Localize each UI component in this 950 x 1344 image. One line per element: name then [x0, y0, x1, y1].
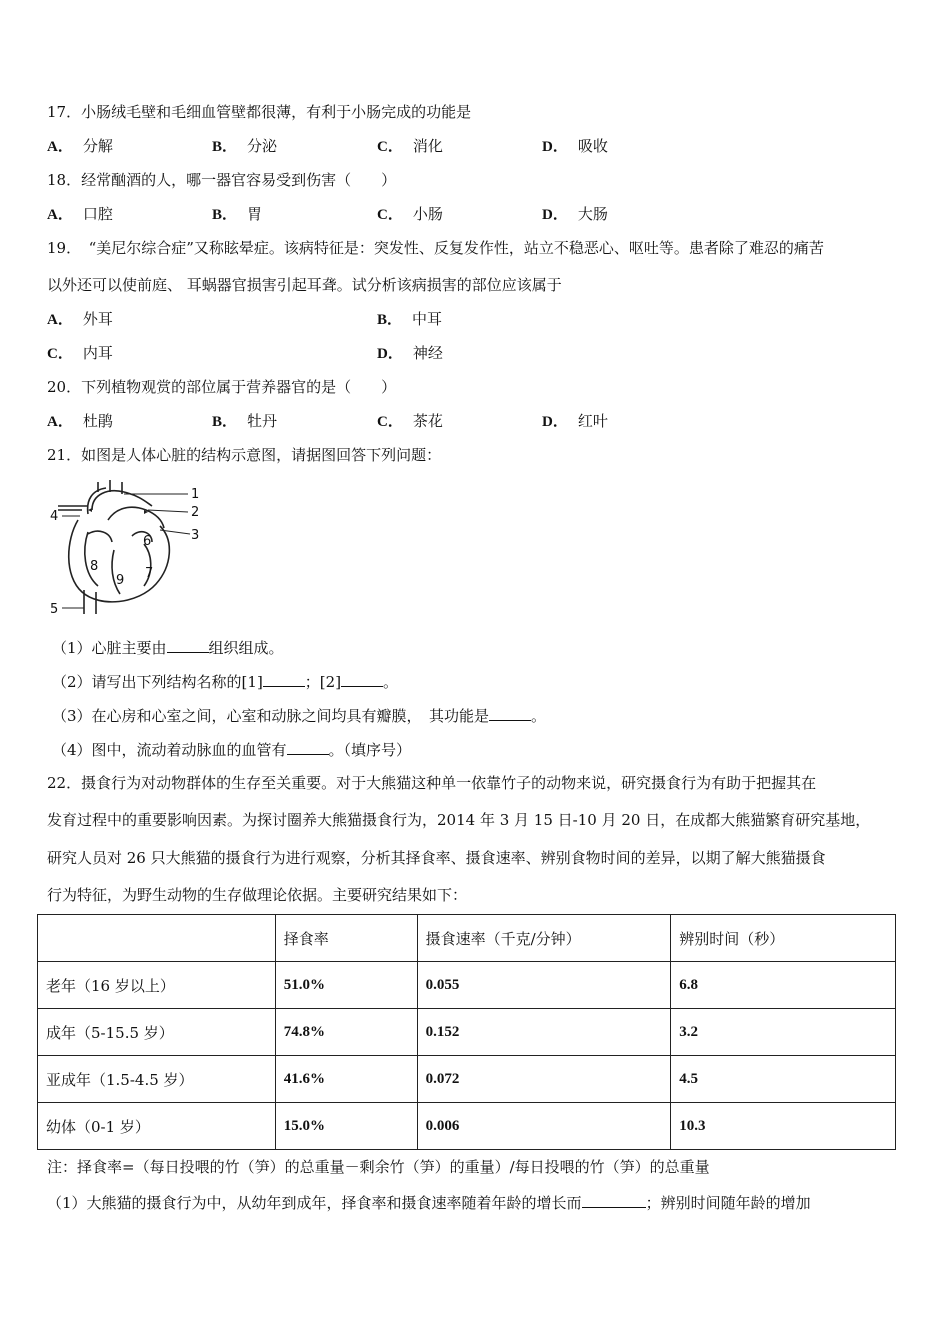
table-cell: 15.0% [275, 1103, 417, 1150]
q19-option-a[interactable]: A． 外耳 [47, 310, 113, 328]
table-cell: 老年（16 岁以上） [38, 962, 276, 1009]
answer-blank[interactable] [287, 739, 329, 755]
q22-line2: 发育过程中的重要影响因素。为探讨圈养大熊猫摄食行为，2014 年 3 月 15 日-10 月 20 日，在成都大熊猫繁育研究基地， [47, 811, 871, 829]
table-cell: 74.8% [275, 1009, 417, 1056]
table-row [38, 962, 896, 1009]
answer-blank[interactable] [489, 705, 531, 721]
q17-option-a[interactable]: A． 分解 [47, 137, 113, 155]
heart-label-1: 1 [191, 487, 200, 502]
q20-option-d[interactable]: D． 红叶 [542, 412, 608, 430]
answer-blank[interactable] [341, 671, 383, 687]
heart-label-9: 9 [116, 573, 125, 588]
table-cell: 亚成年（1.5-4.5 岁） [38, 1056, 276, 1103]
q17-option-c[interactable]: C． 消化 [377, 137, 443, 155]
answer-blank[interactable] [263, 671, 305, 687]
q17-stem: 17．小肠绒毛壁和毛细血管壁都很薄，有利于小肠完成的功能是 [47, 103, 472, 121]
q20-option-a[interactable]: A． 杜鹃 [47, 412, 113, 430]
heart-diagram [48, 480, 208, 616]
table-cell: 0.006 [417, 1103, 671, 1150]
table-cell: 51.0% [275, 962, 417, 1009]
q19-stem-line1: 19． “美尼尔综合症”又称眩晕症。该病特征是：突发性、反复发作性，站立不稳恶心、呕吐等。患者除了难忍的痛苦 [47, 239, 824, 257]
q22-sub1: （1）大熊猫的摄食行为中，从幼年到成年，择食率和摄食速率随着年龄的增长而 ；辨别时间随年龄的增加 [47, 1194, 811, 1212]
table-header-cell [38, 915, 276, 962]
table-row [38, 1056, 896, 1103]
q19-option-c[interactable]: C． 内耳 [47, 344, 113, 362]
q21-stem: 21．如图是人体心脏的结构示意图，请据图回答下列问题： [47, 446, 442, 464]
q22-line4: 行为特征，为野生动物的生存做理论依据。主要研究结果如下： [47, 886, 468, 904]
q17-option-b[interactable]: B． 分泌 [212, 137, 278, 155]
table-row [38, 1103, 896, 1150]
heart-label-3: 3 [191, 528, 200, 543]
table-header-cell: 辨别时间（秒） [671, 915, 896, 962]
q18-stem: 18．经常酗酒的人，哪一器官容易受到伤害（ ） [47, 171, 397, 189]
q20-stem: 20．下列植物观赏的部位属于营养器官的是（ ） [47, 378, 397, 396]
table-row [38, 1009, 896, 1056]
table-cell: 4.5 [671, 1056, 896, 1103]
q22-line3: 研究人员对 26 只大熊猫的摄食行为进行观察，分析其择食率、摄食速率、辨别食物时间的差异，以期了解大熊猫摄食 [47, 849, 826, 867]
table-cell: 3.2 [671, 1009, 896, 1056]
q22-line1: 22．摄食行为对动物群体的生存至关重要。对于大熊猫这种单一依靠竹子的动物来说，研究摄食行为有助于把握其在 [47, 774, 817, 792]
table-cell: 6.8 [671, 962, 896, 1009]
heart-label-2: 2 [191, 505, 200, 520]
q21-sub2: （2）请写出下列结构名称的[1] ；[2] 。 [52, 673, 399, 691]
heart-label-7: 7 [145, 566, 154, 581]
q20-option-c[interactable]: C． 茶花 [377, 412, 443, 430]
table-cell: 幼体（0-1 岁） [38, 1103, 276, 1150]
q18-option-b[interactable]: B． 胃 [212, 205, 263, 223]
heart-label-6: 6 [143, 534, 152, 549]
table-header-cell: 摄食速率（千克/分钟） [417, 915, 671, 962]
q20-option-b[interactable]: B． 牡丹 [212, 412, 278, 430]
table-header-cell: 择食率 [275, 915, 417, 962]
table-cell: 成年（5-15.5 岁） [38, 1009, 276, 1056]
heart-label-8: 8 [90, 559, 99, 574]
answer-blank[interactable] [167, 637, 209, 653]
answer-blank[interactable] [582, 1192, 646, 1208]
q21-sub3: （3）在心房和心室之间，心室和动脉之间均具有瓣膜， 其功能是 。 [52, 707, 547, 725]
table-header-row [38, 915, 896, 962]
heart-label-5: 5 [50, 602, 59, 616]
table-cell: 10.3 [671, 1103, 896, 1150]
q22-note: 注：择食率=（每日投喂的竹（笋）的总重量－剩余竹（笋）的重量）/每日投喂的竹（笋）的总重量 [47, 1158, 710, 1176]
table-cell: 0.055 [417, 962, 671, 1009]
q19-stem-line2: 以外还可以使前庭、 耳蜗器官损害引起耳聋。试分析该病损害的部位应该属于 [47, 276, 562, 294]
q19-option-d[interactable]: D． 神经 [377, 344, 443, 362]
q17-option-d[interactable]: D． 吸收 [542, 137, 608, 155]
table-cell: 0.072 [417, 1056, 671, 1103]
heart-label-4: 4 [50, 509, 59, 524]
q18-option-a[interactable]: A． 口腔 [47, 205, 113, 223]
q18-option-d[interactable]: D． 大肠 [542, 205, 608, 223]
panda-feeding-table [37, 914, 896, 1150]
q21-sub1: （1）心脏主要由 组织组成。 [52, 639, 284, 657]
table-cell: 41.6% [275, 1056, 417, 1103]
q19-option-b[interactable]: B． 中耳 [377, 310, 443, 328]
q21-sub4: （4）图中，流动着动脉血的血管有 。（填序号） [52, 741, 412, 759]
q18-option-c[interactable]: C． 小肠 [377, 205, 443, 223]
table-cell: 0.152 [417, 1009, 671, 1056]
